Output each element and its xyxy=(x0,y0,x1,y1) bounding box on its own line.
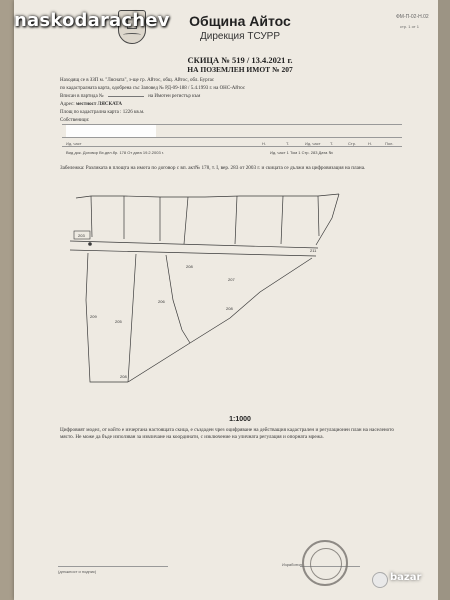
sketch-subtitle: НА ПОЗЕМЛЕН ИМОТ № 207 xyxy=(187,65,293,74)
area-label: Площ по кадастрална карта : xyxy=(60,110,122,115)
owners-header-7: Пол. xyxy=(385,141,394,146)
map-line-4 xyxy=(184,197,188,244)
owners-header-4: Т. xyxy=(330,141,334,146)
seller-badge: bazar xyxy=(390,572,422,583)
parcel-207-lower-boundary xyxy=(190,258,312,343)
note-text: Забележка: Разликата в площта на имота по договор с вп. акт№ 178, т. I, вер. 283 от 2003 г. и скицата се дължи на цифровизация на плана. xyxy=(60,165,366,171)
map-line-5 xyxy=(235,196,237,244)
owner-document-row-right: Ид. част 1 Том 1 Стр. 283 Дата № xyxy=(270,150,333,155)
parcel-label-206: 206 xyxy=(158,299,165,304)
corner-label-3: 208 xyxy=(120,374,127,379)
address-label: Адрес: xyxy=(60,102,75,107)
corner-label-1: 209 xyxy=(90,314,97,319)
corner-label-0: 211 xyxy=(310,248,317,253)
register-prefix: Вписан в партида № xyxy=(60,94,104,99)
owners-header-3: Ид. част xyxy=(305,141,321,146)
page-counter: стр. 1 от 1 xyxy=(400,24,419,29)
parcel-205-206-boundary xyxy=(128,254,136,382)
corner-label-2: 208 xyxy=(226,306,233,311)
map-top-boundary xyxy=(76,194,339,198)
official-stamp-icon xyxy=(302,540,348,586)
owners-label: Собственици: xyxy=(60,118,90,123)
survey-point xyxy=(88,242,92,246)
owner-document-row: Вид док. Договор Вх.дел.бр. 178 От дата 19.2.2003 г. xyxy=(66,150,164,155)
directorate-name: Дирекция ТСУРР xyxy=(199,31,281,42)
owners-header-1: Н. xyxy=(262,141,266,146)
owners-header-5: Стр. xyxy=(348,141,357,146)
signature-line-left xyxy=(58,566,168,567)
road-label: 203 xyxy=(78,233,85,238)
signature-label-left: (длъжност и подпис) xyxy=(58,569,97,574)
sketch-title: СКИЦА № 519 / 13.4.2021 г. xyxy=(187,55,293,65)
parcel-label-205: 205 xyxy=(115,319,122,324)
owners-header-2: Т. xyxy=(286,141,290,146)
map-line-7 xyxy=(318,196,319,236)
area-value: 1226 кв.м. xyxy=(122,110,145,115)
municipality-name: Община Айтос xyxy=(189,13,291,29)
map-line-6 xyxy=(281,196,283,244)
watermark-text: naskodarachev xyxy=(14,10,170,31)
parcel-label-208: 208 xyxy=(186,264,193,269)
cadastral-map-line: по кадастралната карта, одобрена със Заповед № РД-09-188 / 5.4.1993 г. на ОНС-Айтос xyxy=(60,86,246,91)
map-line-1 xyxy=(91,196,92,237)
map-right-boundary xyxy=(316,194,339,245)
disclaimer-text: Цифровият модел, от който е изчертана настоящата скица, е създаден чрез оцифряване на действащия кадастрален и регулационен план на населеното място. Не може да бъде използван за извличане на координати, с изключение на уличната регулация и опорната мрежа. xyxy=(60,427,394,440)
register-suffix: на Имотен регистър към xyxy=(148,94,201,99)
form-code: ФМ-П-02-Н.02 xyxy=(396,14,429,20)
address-value: местност ЛЯСКАТА xyxy=(75,102,122,107)
road-edge-bottom xyxy=(70,250,316,256)
seller-logo-icon xyxy=(372,572,388,588)
owners-header-6: Н. xyxy=(368,141,372,146)
parcel-206-lower-boundary xyxy=(128,343,190,382)
location-line: Находящ се в ЗЗП м. "Лясната", з-ще гр. Айтос, общ. Айтос, обл. Бургас xyxy=(60,78,215,83)
map-scale: 1:1000 xyxy=(229,416,251,423)
prepared-by-label: Изработил: xyxy=(282,562,304,567)
parcel-label-207: 207 xyxy=(228,277,235,282)
owners-header-0: Ид. част xyxy=(66,141,82,146)
